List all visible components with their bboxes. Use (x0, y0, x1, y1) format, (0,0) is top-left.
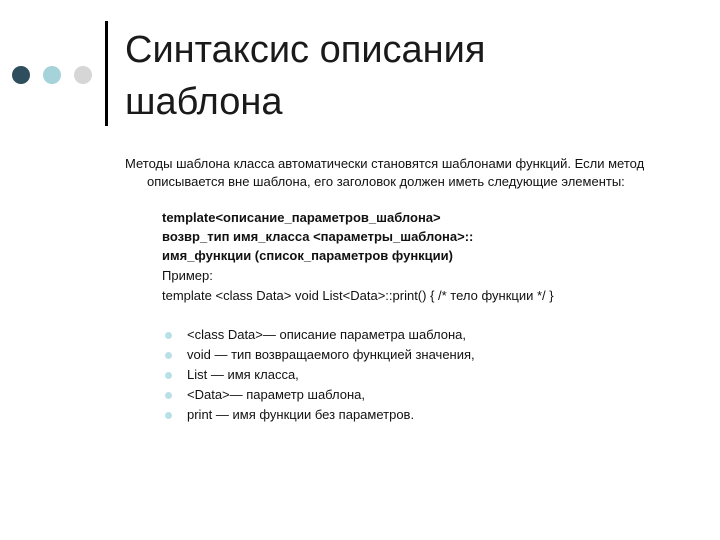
list-item-text: void — тип возвращаемого функцией значения, (187, 347, 475, 362)
slide-content (125, 155, 685, 422)
list-item (125, 365, 665, 385)
syntax-line: имя_функции (список_параметров функции) (162, 248, 453, 263)
list-item (125, 385, 665, 405)
list-item-text: print — имя функции без параметров. (187, 407, 415, 422)
bullet-icon (165, 412, 172, 419)
bullet-icon (165, 372, 172, 379)
light-blue-dot-icon (43, 66, 61, 84)
example-code: template <class Data> void List<Data>::print() { /* тело функции */ } (162, 288, 554, 303)
intro-paragraph: Методы шаблона класса автоматически становятся шаблонами функций. Если метод описывается вне шаблона, его заголовок должен иметь следующие элементы: (125, 156, 645, 189)
syntax-line: возвр_тип имя_класса <параметры_шаблона>:: (162, 229, 474, 244)
bullet-icon (165, 332, 172, 339)
slide-title (125, 24, 685, 128)
title-divider (105, 21, 108, 126)
list-item-text: <Data>— параметр шаблона, (187, 387, 366, 402)
bullet-list (125, 325, 665, 425)
list-item (125, 405, 665, 425)
list-item-text: List — имя класса, (187, 367, 299, 382)
bullet-icon (165, 352, 172, 359)
list-item-text: <class Data>— описание параметра шаблона, (187, 327, 467, 342)
example-label: Пример: (162, 268, 213, 283)
list-item (125, 345, 665, 365)
title-line-2: шаблона (125, 81, 283, 123)
bullet-icon (165, 392, 172, 399)
gray-dot-icon (74, 66, 92, 84)
syntax-line: template<описание_параметров_шаблона> (162, 210, 441, 225)
title-line-1: Синтаксис описания (125, 29, 486, 71)
decorative-dots (12, 66, 98, 86)
list-item (125, 325, 665, 345)
dark-dot-icon (12, 66, 30, 84)
